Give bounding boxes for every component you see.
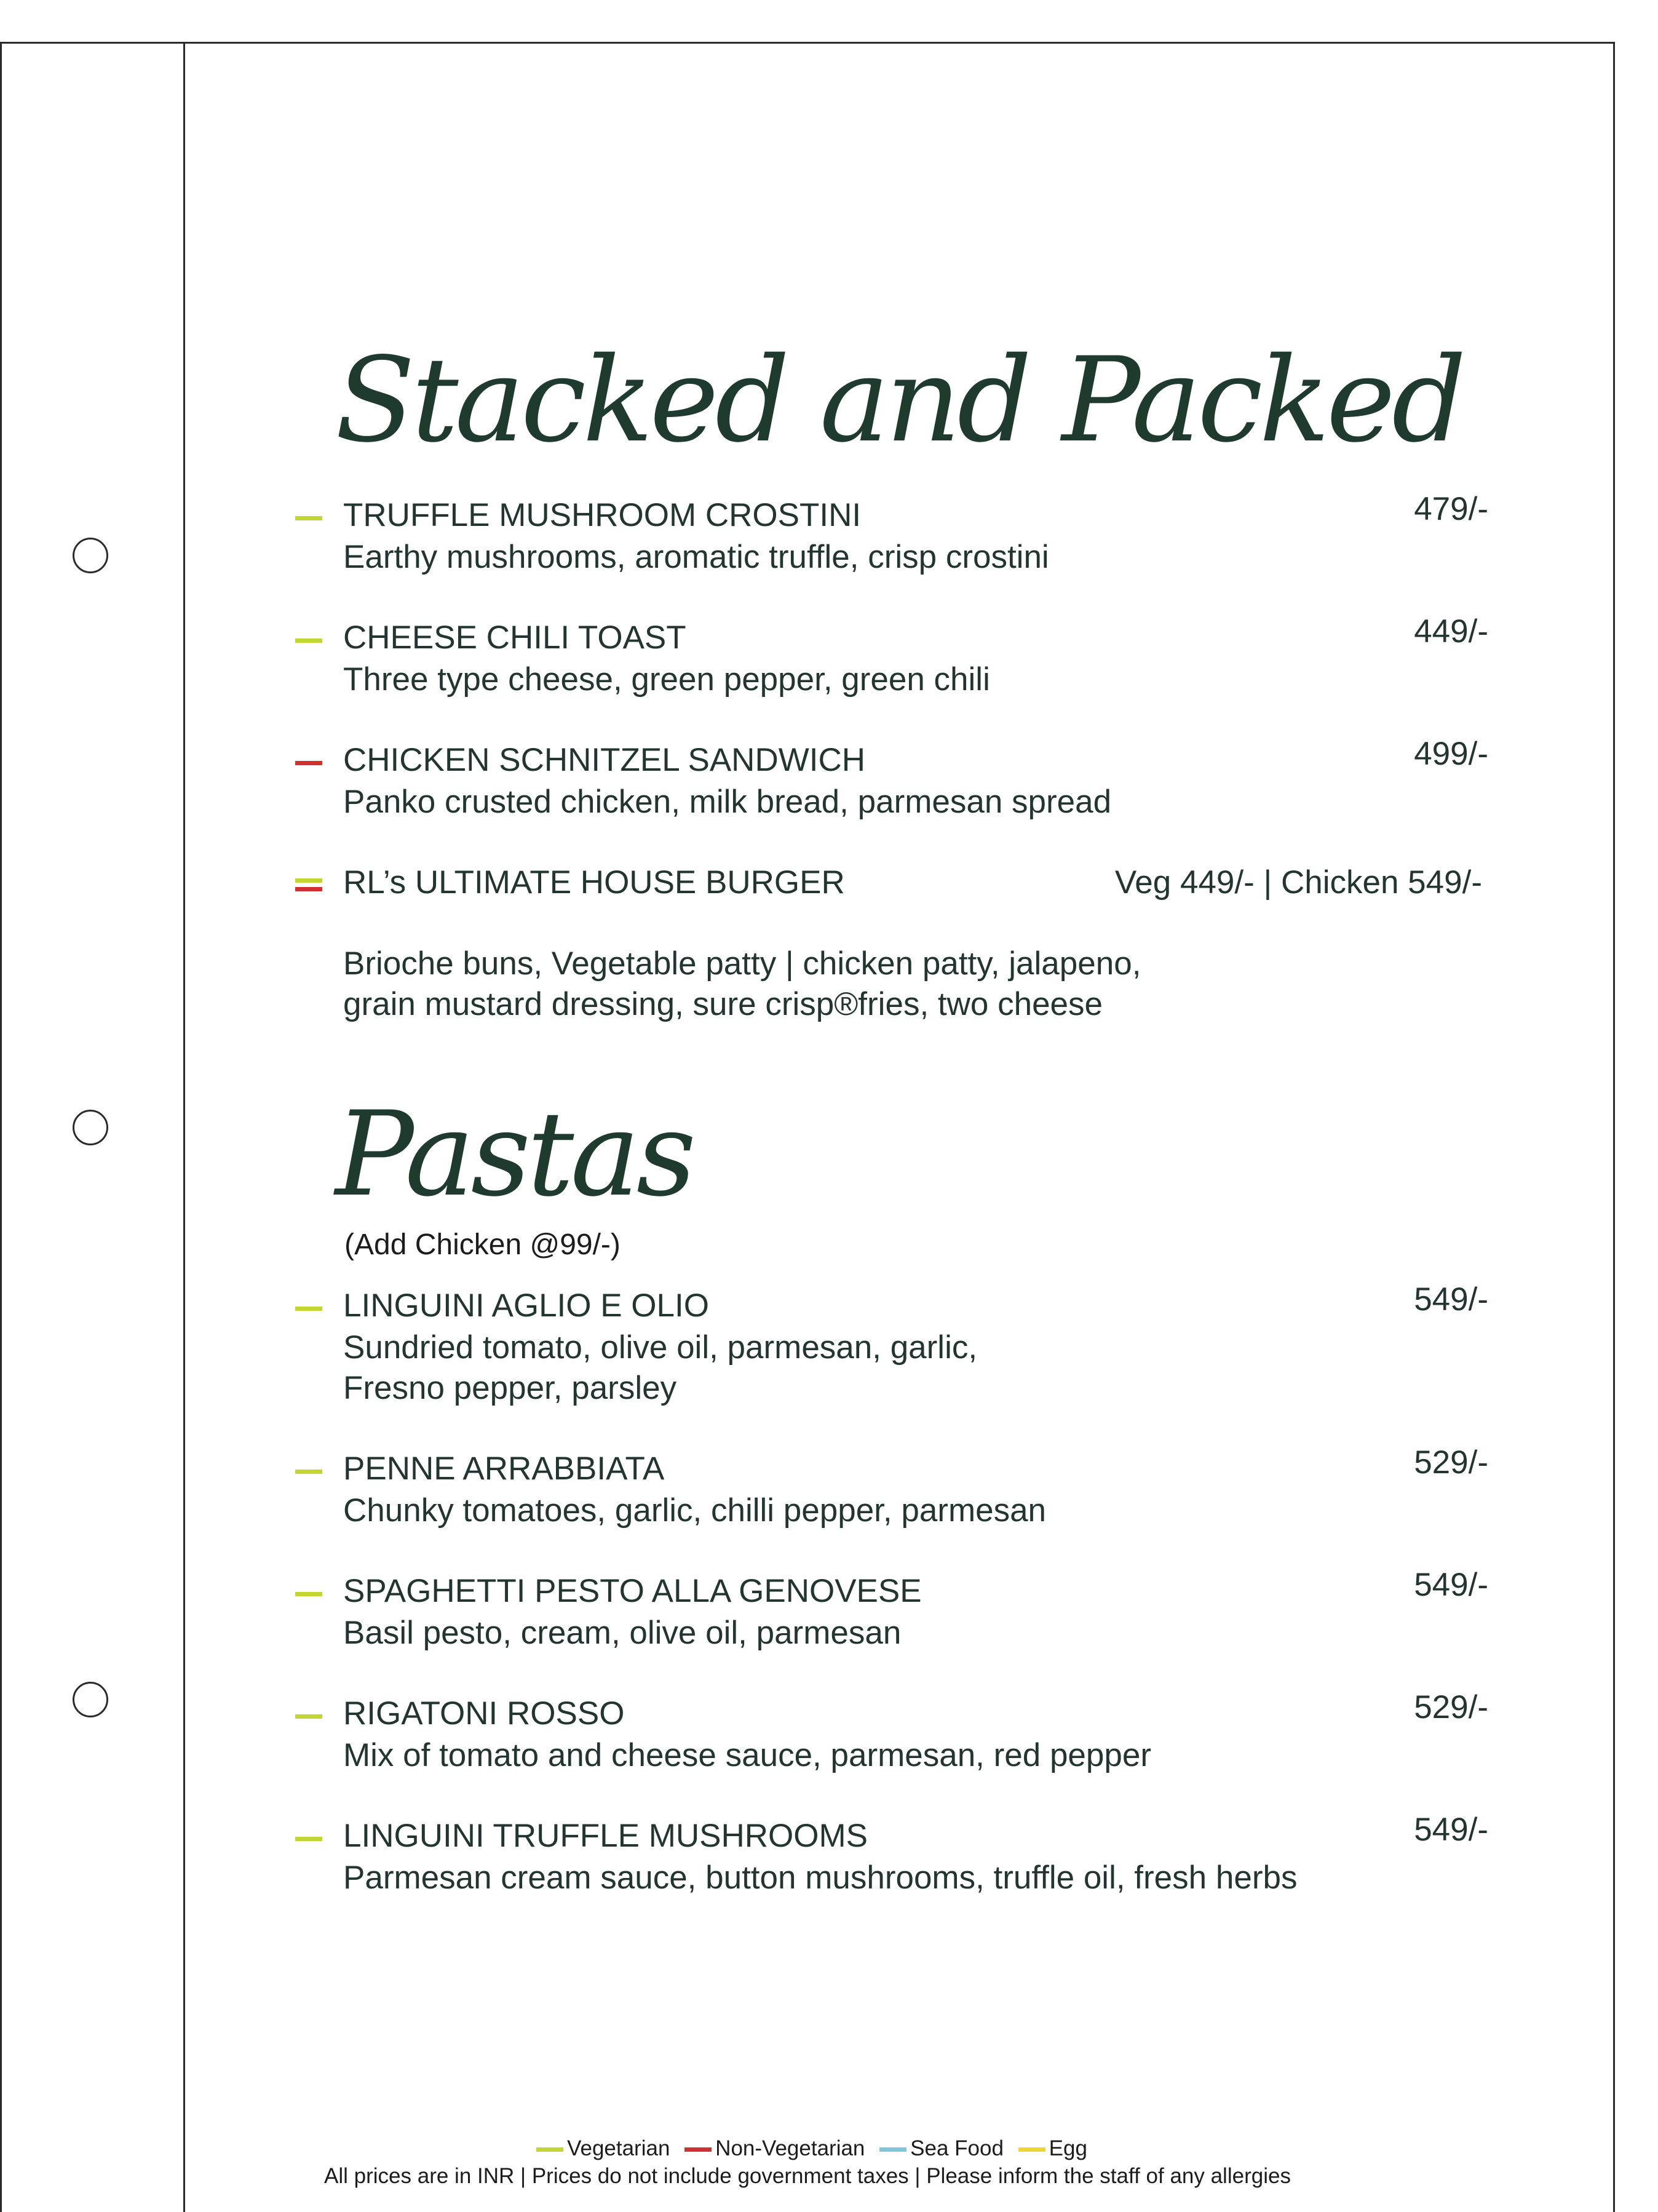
item-price: Veg 449/- | Chicken 549/- xyxy=(1114,864,1482,901)
item-description: Three type cheese, green pepper, green chili xyxy=(343,661,990,698)
item-name: CHEESE CHILI TOAST xyxy=(343,619,686,656)
item-description: Parmesan cream sauce, button mushrooms, truffle oil, fresh herbs xyxy=(343,1860,1298,1896)
non-vegetarian-legend-icon xyxy=(684,2147,712,2152)
item-price: 529/- xyxy=(1414,1444,1488,1481)
item-description-line-2: grain mustard dressing, sure crisp®fries, two cheese xyxy=(343,986,1103,1022)
item-name: RIGATONI ROSSO xyxy=(343,1695,625,1732)
vegetarian-indicator-icon xyxy=(295,516,322,520)
menu-item xyxy=(295,1567,1488,1657)
page-border-right xyxy=(1613,42,1615,2212)
vegetarian-legend-icon xyxy=(536,2147,563,2152)
item-name: LINGUINI TRUFFLE MUSHROOMS xyxy=(343,1818,868,1854)
menu-item xyxy=(295,736,1488,826)
item-description: Chunky tomatoes, garlic, chilli pepper, parmesan xyxy=(343,1492,1047,1529)
item-price: 549/- xyxy=(1414,1281,1488,1318)
page-border-top xyxy=(0,42,1615,44)
egg-legend-icon xyxy=(1018,2147,1045,2152)
menu-item xyxy=(295,1281,1488,1415)
legend-non-vegetarian-label: Non-Vegetarian xyxy=(715,2136,865,2160)
item-name: CHICKEN SCHNITZEL SANDWICH xyxy=(343,742,866,778)
menu-item xyxy=(295,1444,1488,1535)
price-footnote: All prices are in INR | Prices do not include government taxes | Please inform the staff of any allergies xyxy=(324,2164,1291,2188)
vegetarian-indicator-icon xyxy=(295,1714,322,1719)
item-description-line-2: Fresno pepper, parsley xyxy=(343,1370,677,1406)
non-vegetarian-indicator-icon xyxy=(295,761,322,765)
item-name: PENNE ARRABBIATA xyxy=(343,1450,665,1487)
item-description: Earthy mushrooms, aromatic truffle, crisp crostini xyxy=(343,539,1049,575)
vegetarian-indicator-icon xyxy=(295,1470,322,1474)
vegetarian-indicator-icon xyxy=(295,1592,322,1596)
item-name: LINGUINI AGLIO E OLIO xyxy=(343,1287,709,1324)
item-description: Sundried tomato, olive oil, parmesan, garlic, xyxy=(343,1329,978,1366)
item-name: TRUFFLE MUSHROOM CROSTINI xyxy=(343,497,862,533)
section-note: (Add Chicken @99/-) xyxy=(344,1228,621,1261)
item-price: 479/- xyxy=(1414,491,1488,527)
item-description: Panko crusted chicken, milk bread, parmesan spread xyxy=(343,784,1112,820)
item-name: SPAGHETTI PESTO ALLA GENOVESE xyxy=(343,1573,922,1609)
legend-egg-label: Egg xyxy=(1049,2136,1087,2160)
non-vegetarian-indicator-icon xyxy=(295,887,322,891)
page-border-left xyxy=(0,42,2,2212)
item-description: Basil pesto, cream, olive oil, parmesan xyxy=(343,1615,902,1651)
legend-vegetarian-label: Vegetarian xyxy=(567,2136,670,2160)
sea-food-legend-icon xyxy=(879,2147,906,2152)
item-price: 549/- xyxy=(1414,1567,1488,1603)
menu-item xyxy=(295,613,1488,704)
item-price: 549/- xyxy=(1414,1812,1488,1848)
menu-item xyxy=(295,491,1488,581)
diet-legend xyxy=(0,2136,1615,2161)
vegetarian-indicator-icon xyxy=(295,1307,322,1311)
item-price: 449/- xyxy=(1414,613,1488,650)
vegetarian-indicator-icon xyxy=(295,639,322,643)
item-name: RL’s ULTIMATE HOUSE BURGER xyxy=(343,864,845,901)
binder-hole-bottom xyxy=(73,1682,108,1717)
legend-sea-food-label: Sea Food xyxy=(910,2136,1004,2160)
item-description: Mix of tomato and cheese sauce, parmesan, red pepper xyxy=(343,1737,1151,1773)
menu-item xyxy=(295,1689,1488,1780)
vegetarian-indicator-icon xyxy=(295,1837,322,1841)
menu-item xyxy=(295,862,1488,1028)
vegetarian-indicator-icon xyxy=(295,878,322,883)
binder-hole-top xyxy=(73,538,108,573)
item-description: Brioche buns, Vegetable patty | chicken patty, jalapeno, xyxy=(343,945,1141,982)
section-title-stacked-and-packed: Stacked and Packed xyxy=(335,332,1463,468)
section-title-pastas: Pastas xyxy=(335,1086,693,1222)
item-price: 529/- xyxy=(1414,1689,1488,1725)
item-price: 499/- xyxy=(1414,736,1488,772)
binder-spine-line xyxy=(183,42,185,2212)
menu-item xyxy=(295,1812,1488,1902)
binder-hole-middle xyxy=(73,1110,108,1145)
